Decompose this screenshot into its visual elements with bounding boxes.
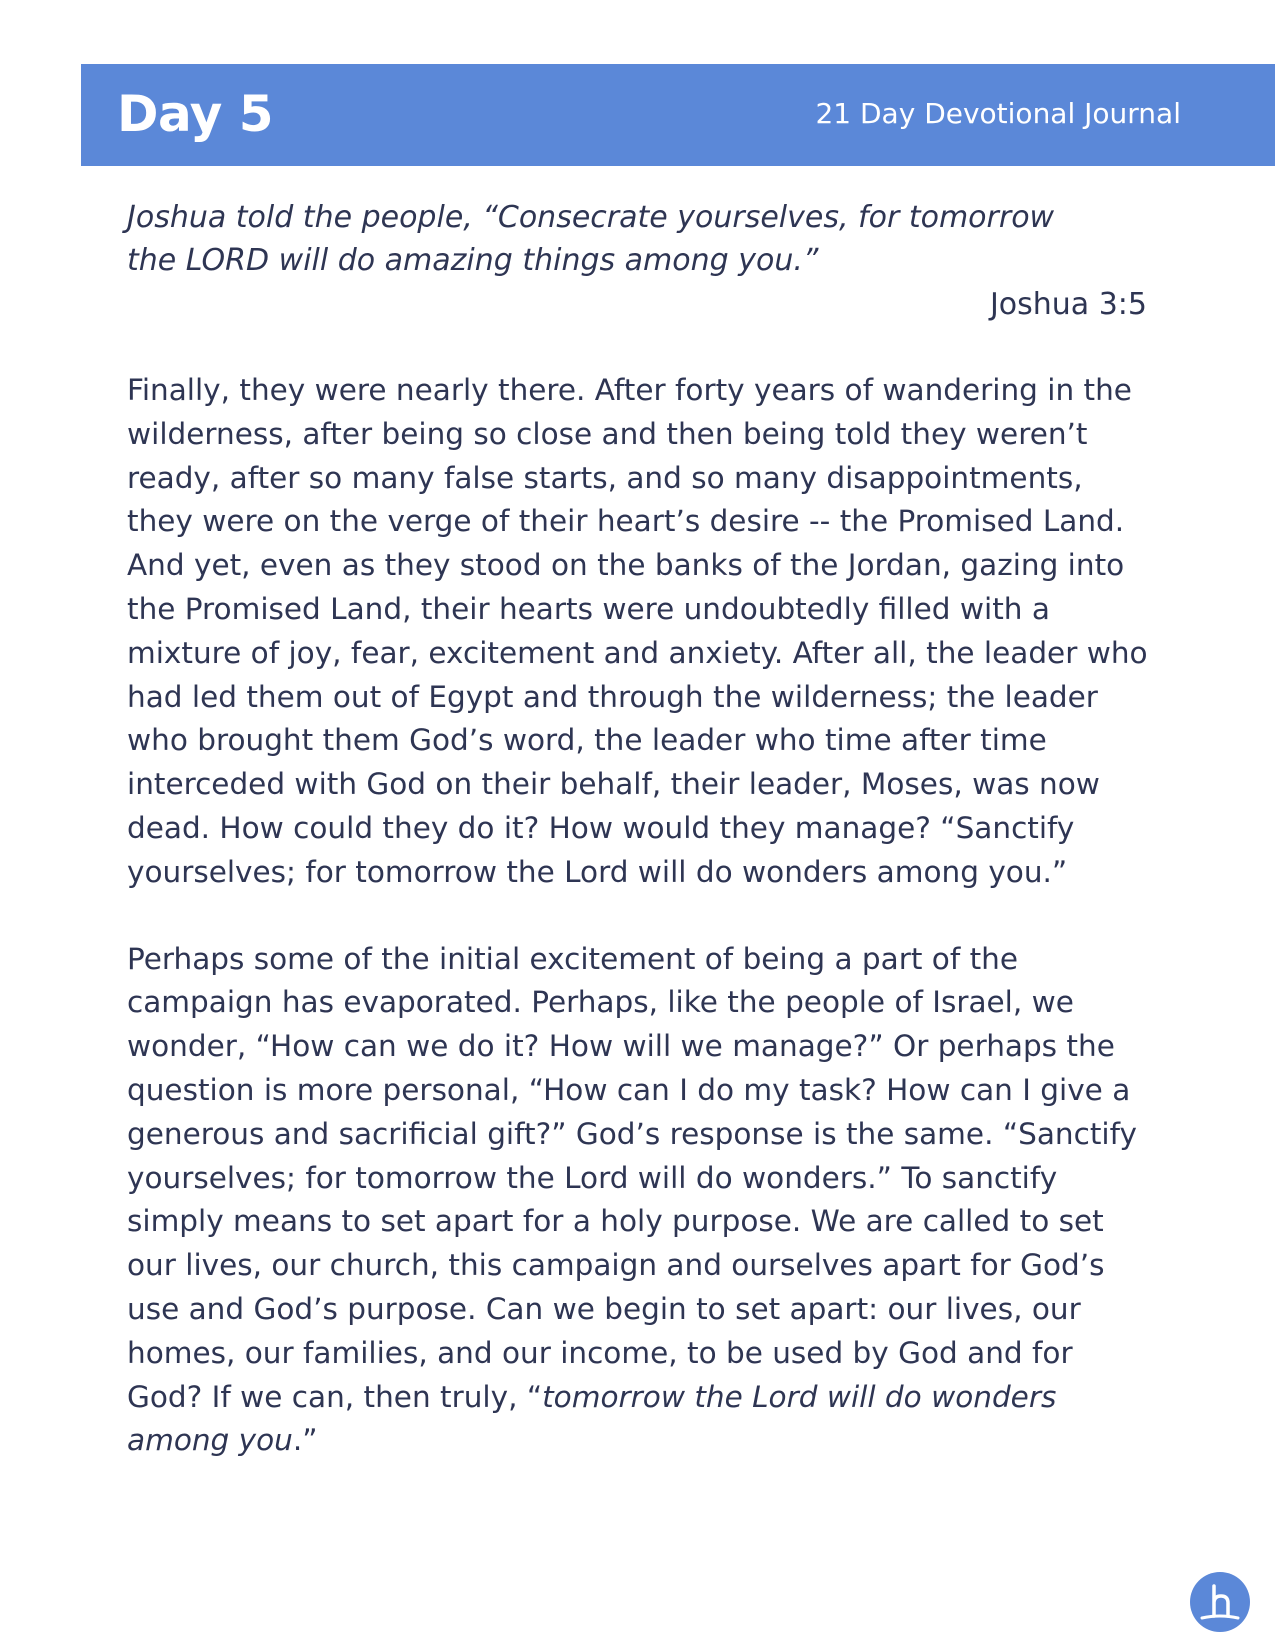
journal-title: 21 Day Devotional Journal — [815, 97, 1181, 130]
scripture-reference: Joshua 3:5 — [989, 287, 1147, 322]
body-paragraph-1: Finally, they were nearly there. After forty years of wandering in the wilderness, after being so close and then being told they weren’t ready, after so many false starts, and so many disappointments, they were on the verge of their heart’s desire -- the Promised Land. And yet, even as they stood on the banks of the Jordan, gazing into the Promised Land, their hearts were undoubtedly filled with a mixture of joy, fear, excitement and anxiety. After all, the leader who had led them out of Egypt and through the wilderness; the leader who brought them God’s word, the leader who time after time interceded with God on their behalf, their leader, Moses, was now dead. How could they do it? How would they manage? “Sanctify yourselves; for tomorrow the Lord will do wonders among you.” — [127, 373, 1148, 889]
paragraph-2-ending: .” — [292, 1423, 318, 1458]
paragraph-2-italic-quote: tomorrow the Lord will do wonders among you — [127, 1379, 1057, 1458]
scripture-verse: Joshua told the people, “Consecrate yourselves, for tomorrow the LORD will do amazing things among you.” — [127, 200, 1055, 278]
body-paragraph-2 — [127, 938, 1157, 1464]
day-title: Day 5 — [117, 85, 273, 143]
header-bar — [81, 64, 1275, 166]
paragraph-2-text: Perhaps some of the initial excitement of being a part of the campaign has evaporated. Perhaps, like the people of Israel, we wonder, “How can we do it? How will we manage?” Or perhaps the question is more personal, “How can I do my task? How can I give a generous and sacrificial gift?” God’s response is the same. “Sanctify yourselves; for tomorrow the Lord will do wonders.” To sanctify simply means to set apart for a holy purpose. We are called to set our lives, our church, this campaign and ourselves apart for God’s use and God’s purpose. Can we begin to set apart: our lives, our homes, our families, and our income, to be used by God and for God? If we can, then truly, “ — [127, 941, 1137, 1414]
devotional-content — [127, 196, 1147, 1463]
h-logo-icon — [1190, 1572, 1250, 1632]
